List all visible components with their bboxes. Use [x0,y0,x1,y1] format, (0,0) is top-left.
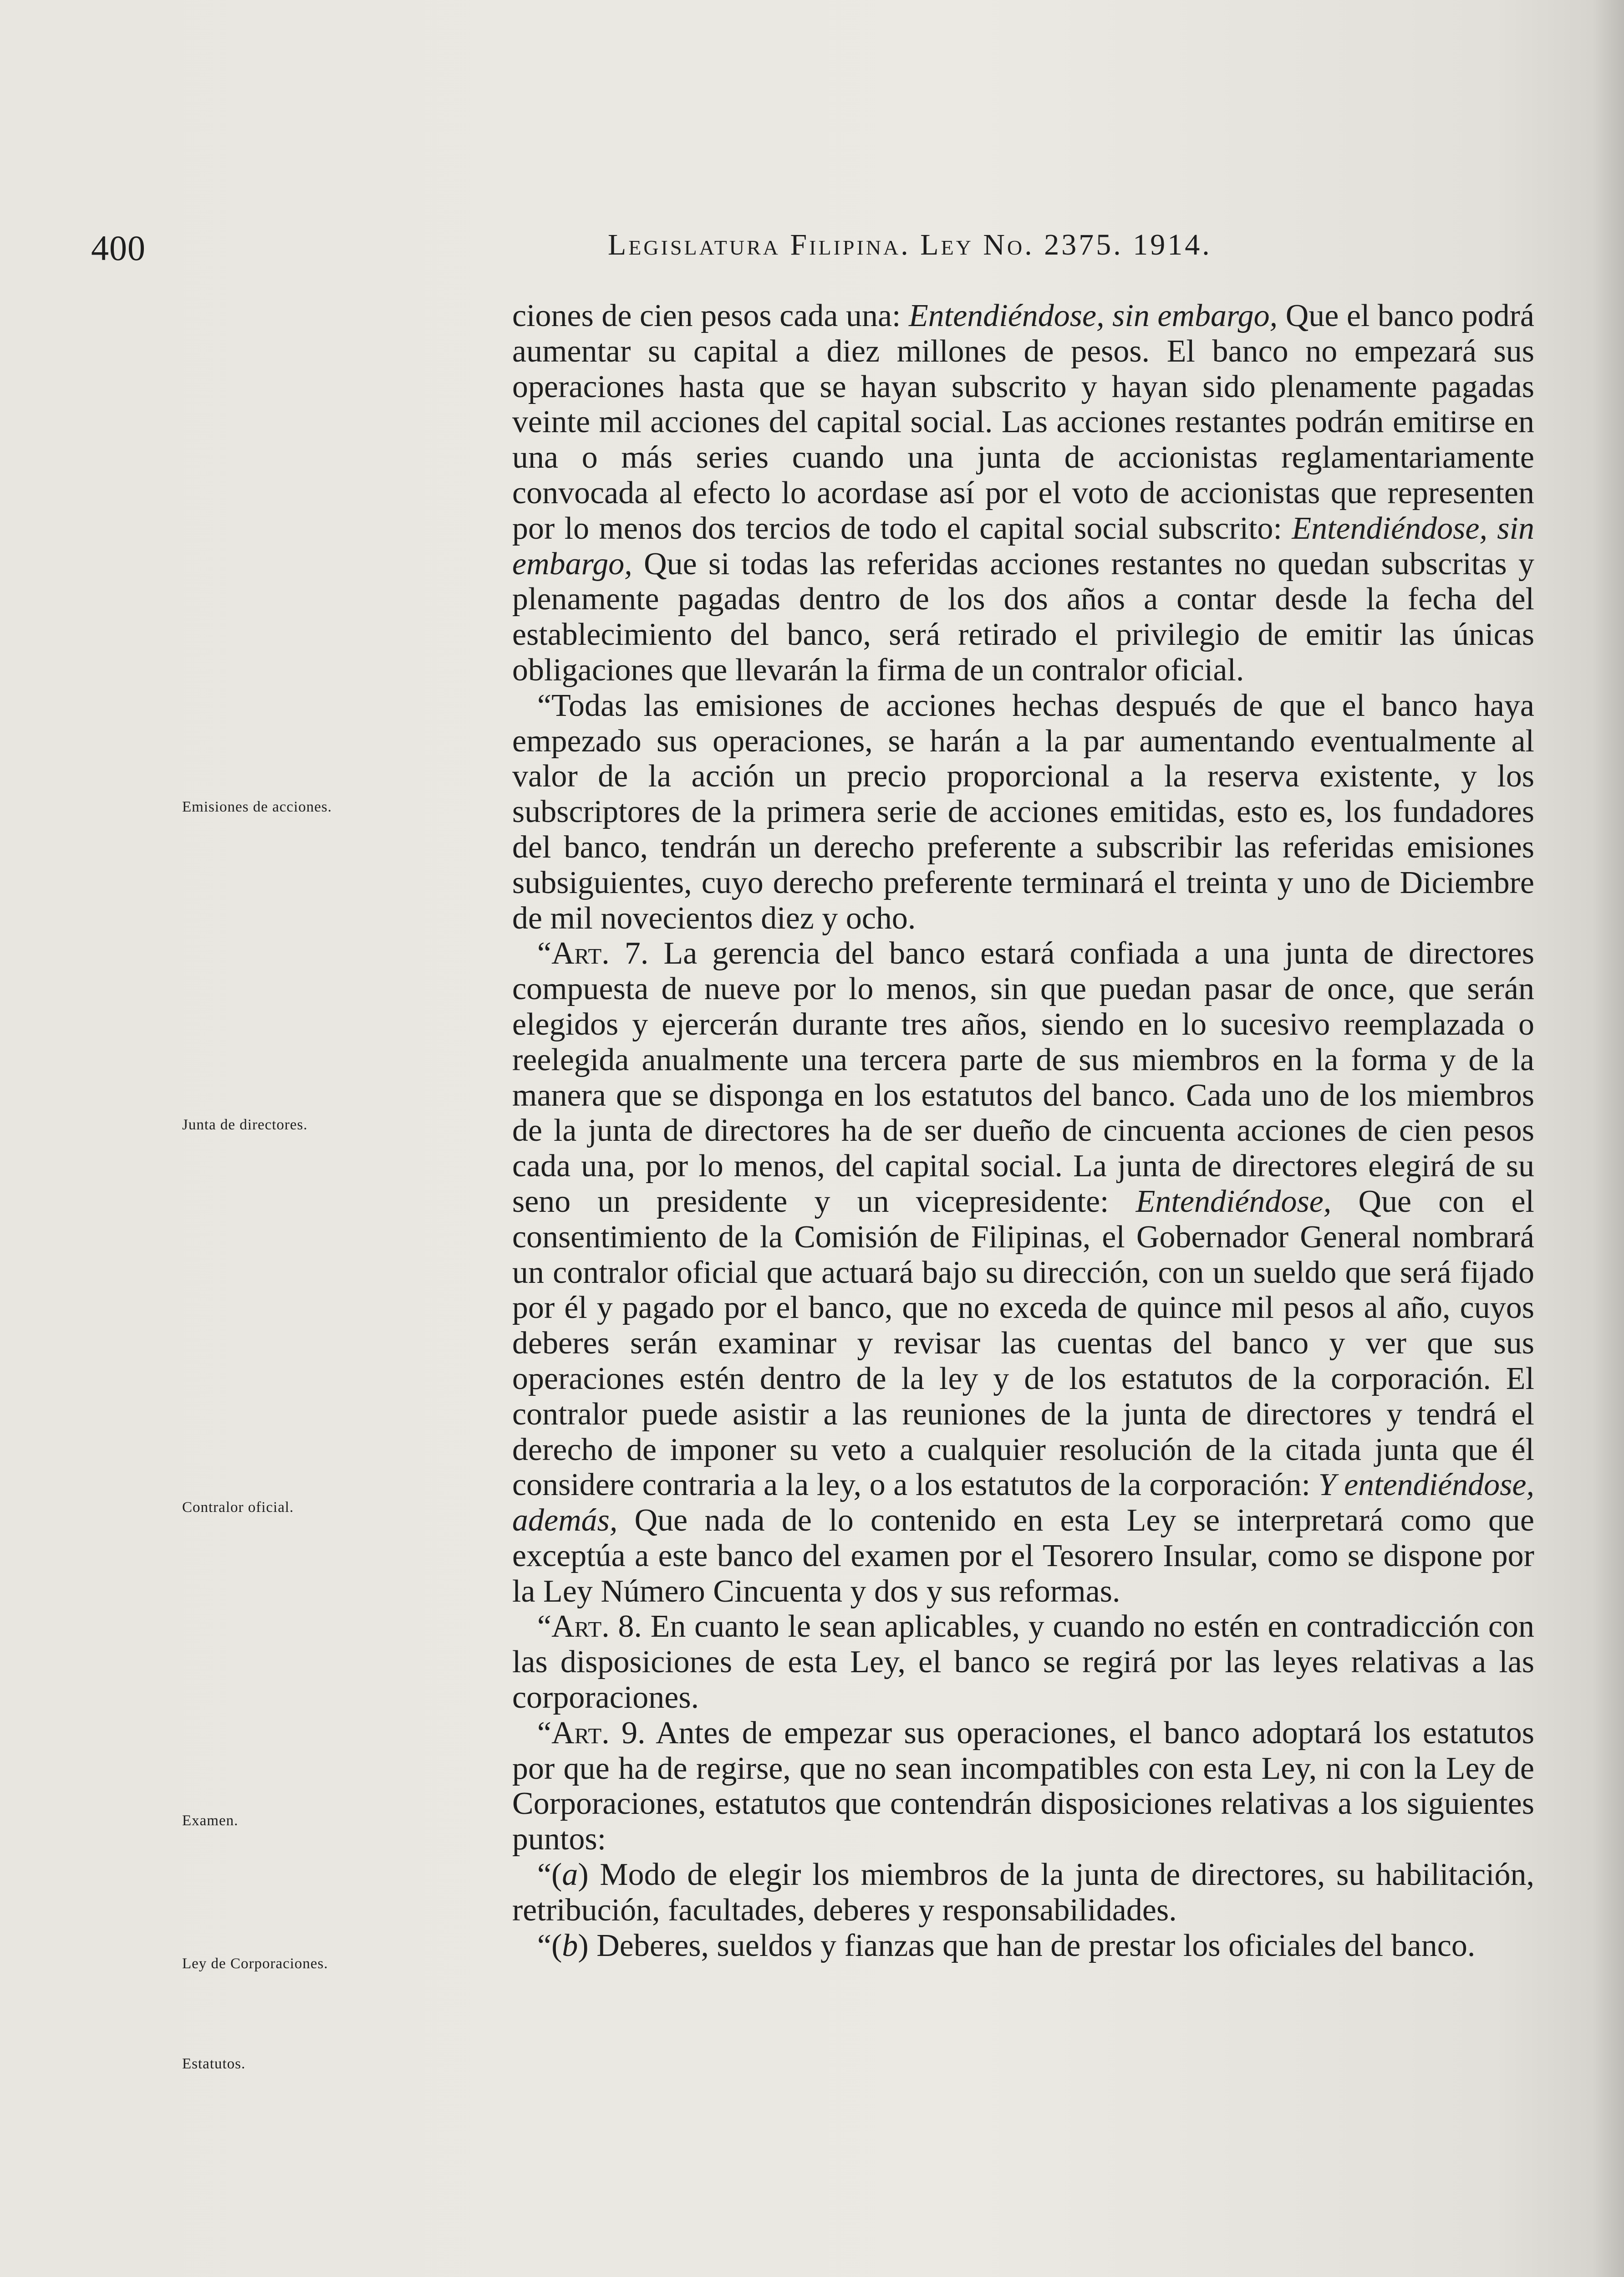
margin-note-examen: Examen. [182,1812,239,1829]
margin-note-ley-corporaciones: Ley de Corporaciones. [182,1955,328,1972]
paragraph-1: ciones de cien pesos cada una: Entendiéndose, sin embargo, Que el banco podrá aumentar su capital a diez millones de pesos. El banco no empezará sus operaciones hasta que se hayan subscrito y hayan sido plenamente pagadas veinte mil acciones del capital social. Las acciones restantes podrán emitirse en una o más series cuando una junta de accionistas reglamentariamente convocada al efecto lo acordase así por el voto de accionistas que representen por lo menos dos tercios de todo el capital social subscrito: Entendiéndose, sin embargo, Que si todas las referidas acciones restantes no quedan subscritas y plenamente pagadas dentro de los dos años a contar desde la fecha del establecimiento del banco, será retirado el privilegio de emitir las únicas obligaciones que llevarán la firma de un contralor oficial. [512,298,1534,688]
running-title: Legislatura Filipina. Ley No. 2375. 1914. [608,228,1212,261]
body-text [512,298,1534,1963]
margin-note-contralor: Contralor oficial. [182,1499,294,1516]
margin-note-estatutos: Estatutos. [182,2056,246,2072]
page-edge-shadow [1592,0,1624,2277]
paragraph-art-8: “Art. 8. En cuanto le sean aplicables, y cuando no estén en contradicción con las disposiciones de esta Ley, el banco se regirá por las leyes relativas a las corporaciones. [512,1609,1534,1715]
page-number: 400 [91,228,146,268]
margin-notes [182,0,528,2277]
paragraph-item-b: “(b) Deberes, sueldos y fianzas que han de prestar los oficiales del banco. [537,1928,1476,1963]
paragraph-art-9: “Art. 9. Antes de empezar sus operaciones, el banco adoptará los estatutos por que ha de regirse, que no sean incompatibles con esta Ley, ni con la Ley de Corporaciones, estatutos que contendrán disposiciones relativas a los siguientes puntos: [512,1715,1534,1857]
paragraph-2: “Todas las emisiones de acciones hechas después de que el banco haya empezado sus operaciones, se harán a la par aumentando eventualmente al valor de la acción un precio proporcional a la reserva existente, y los subscriptores de la primera serie de acciones emitidas, esto es, los fundadores del banco, tendrán un derecho preferente a subscribir las referidas emisiones subsiguientes, cuyo derecho preferente terminará el treinta y uno de Diciembre de mil novecientos diez y ocho. [512,688,1534,936]
paragraph-art-7: “Art. 7. La gerencia del banco estará confiada a una junta de directores compuesta de nueve por lo menos, sin que puedan pasar de once, que serán elegidos y ejercerán durante tres años, siendo en lo sucesivo reemplazada o reelegida anualmente una tercera parte de sus miembros en la forma y de la manera que se disponga en los estatutos del banco. Cada uno de los miembros de la junta de directores ha de ser dueño de cincuenta acciones de cien pesos cada una, por lo menos, del capital social. La junta de directores elegirá de su seno un presidente y un vicepresidente: Entendiéndose, Que con el consentimiento de la Comisión de Filipinas, el Gobernador General nombrará un contralor oficial que actuará bajo su dirección, con un sueldo que será fijado por él y pagado por el banco, que no exceda de quince mil pesos al año, cuyos deberes serán examinar y revisar las cuentas del banco y ver que sus operaciones estén dentro de la ley y de los estatutos de la corporación. El contralor puede asistir a las reuniones de la junta de directores y tendrá el derecho de imponer su veto a cualquier resolución de la citada junta que él considere contraria a la ley, o a los estatutos de la corporación: Y entendiéndose, además, Que nada de lo contenido en esta Ley se interpretará como que exceptúa a este banco del examen por el Tesorero Insular, como se dispone por la Ley Número Cincuenta y dos y sus reformas. [512,936,1534,1609]
margin-note-junta: Junta de directores. [182,1117,308,1133]
paragraph-item-a: “(a) Modo de elegir los miembros de la junta de directores, su habilitación, retribución, facultades, deberes y responsabilidades. [512,1857,1534,1928]
margin-note-emisiones: Emisiones de acciones. [182,799,332,815]
